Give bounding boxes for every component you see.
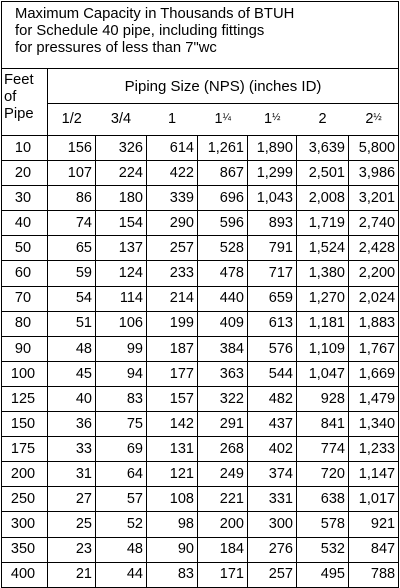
- capacity-cell: 48: [96, 537, 147, 562]
- pipe-size-label: 2: [318, 111, 327, 128]
- feet-header-line: Feet: [4, 72, 34, 88]
- piping-size-header: Piping Size (NPS) (inches ID): [48, 69, 399, 104]
- capacity-cell: 65: [48, 236, 96, 261]
- btuh-capacity-table: [1, 1, 399, 588]
- capacity-cell: 788: [349, 562, 399, 587]
- capacity-cell: 249: [198, 462, 248, 487]
- capacity-cell: 437: [248, 412, 297, 437]
- capacity-cell: 893: [248, 211, 297, 236]
- capacity-cell: 199: [147, 311, 198, 336]
- capacity-cell: 596: [198, 211, 248, 236]
- capacity-cell: 1,767: [349, 336, 399, 361]
- capacity-cell: 1,043: [248, 186, 297, 211]
- capacity-cell: 177: [147, 361, 198, 386]
- capacity-cell: 156: [48, 136, 96, 161]
- capacity-cell: 440: [198, 286, 248, 311]
- capacity-cell: 374: [248, 462, 297, 487]
- capacity-cell: 696: [198, 186, 248, 211]
- capacity-cell: 528: [198, 236, 248, 261]
- capacity-cell: 544: [248, 361, 297, 386]
- capacity-cell: 214: [147, 286, 198, 311]
- capacity-cell: 1,719: [297, 211, 349, 236]
- table-row: [2, 286, 399, 311]
- capacity-cell: 659: [248, 286, 297, 311]
- feet-header-line: Pipe: [4, 106, 34, 122]
- capacity-cell: 1,147: [349, 462, 399, 487]
- capacity-cell: 339: [147, 186, 198, 211]
- table-row: [2, 311, 399, 336]
- capacity-cell: 402: [248, 437, 297, 462]
- capacity-cell: 142: [147, 412, 198, 437]
- capacity-cell: 106: [96, 311, 147, 336]
- capacity-cell: 52: [96, 512, 147, 537]
- capacity-cell: 1,017: [349, 487, 399, 512]
- capacity-cell: 326: [96, 136, 147, 161]
- feet-cell: 90: [2, 336, 48, 361]
- capacity-cell: 1,669: [349, 361, 399, 386]
- capacity-cell: 5,800: [349, 136, 399, 161]
- capacity-cell: 137: [96, 236, 147, 261]
- table-row: [2, 386, 399, 411]
- title-line: for pressures of less than 7"wc: [15, 40, 217, 56]
- capacity-cell: 33: [48, 437, 96, 462]
- capacity-cell: 171: [198, 562, 248, 587]
- capacity-cell: 720: [297, 462, 349, 487]
- capacity-cell: 221: [198, 487, 248, 512]
- capacity-cell: 2,428: [349, 236, 399, 261]
- table-row: [2, 437, 399, 462]
- capacity-cell: 2,740: [349, 211, 399, 236]
- feet-header-line: of: [4, 89, 17, 105]
- capacity-cell: 131: [147, 437, 198, 462]
- feet-cell: 30: [2, 186, 48, 211]
- capacity-cell: 1,233: [349, 437, 399, 462]
- capacity-cell: 1,380: [297, 261, 349, 286]
- capacity-cell: 233: [147, 261, 198, 286]
- capacity-cell: 99: [96, 336, 147, 361]
- capacity-cell: 36: [48, 412, 96, 437]
- capacity-cell: 928: [297, 386, 349, 411]
- pipe-size-label: $1^{\frac{1}{4}}$: [214, 111, 231, 128]
- capacity-cell: 257: [248, 562, 297, 587]
- table-row: [2, 161, 399, 186]
- feet-cell: 400: [2, 562, 48, 587]
- capacity-cell: 614: [147, 136, 198, 161]
- capacity-cell: 3,986: [349, 161, 399, 186]
- capacity-cell: 154: [96, 211, 147, 236]
- capacity-cell: 409: [198, 311, 248, 336]
- feet-cell: 100: [2, 361, 48, 386]
- capacity-cell: 187: [147, 336, 198, 361]
- feet-cell: 250: [2, 487, 48, 512]
- capacity-cell: 921: [349, 512, 399, 537]
- feet-cell: 175: [2, 437, 48, 462]
- feet-cell: 300: [2, 512, 48, 537]
- capacity-cell: 1,261: [198, 136, 248, 161]
- capacity-cell: 75: [96, 412, 147, 437]
- capacity-cell: 613: [248, 311, 297, 336]
- capacity-cell: 322: [198, 386, 248, 411]
- capacity-cell: 200: [198, 512, 248, 537]
- capacity-cell: 157: [147, 386, 198, 411]
- capacity-cell: 1,181: [297, 311, 349, 336]
- capacity-cell: 83: [147, 562, 198, 587]
- capacity-cell: 268: [198, 437, 248, 462]
- capacity-cell: 224: [96, 161, 147, 186]
- capacity-cell: 1,109: [297, 336, 349, 361]
- feet-cell: 125: [2, 386, 48, 411]
- capacity-cell: 290: [147, 211, 198, 236]
- capacity-cell: 1,890: [248, 136, 297, 161]
- capacity-cell: 1,479: [349, 386, 399, 411]
- capacity-cell: 114: [96, 286, 147, 311]
- capacity-cell: 841: [297, 412, 349, 437]
- capacity-cell: 45: [48, 361, 96, 386]
- feet-cell: 40: [2, 211, 48, 236]
- table-row: [2, 186, 399, 211]
- capacity-cell: 124: [96, 261, 147, 286]
- capacity-cell: 180: [96, 186, 147, 211]
- capacity-cell: 791: [248, 236, 297, 261]
- table-row: [2, 361, 399, 386]
- capacity-cell: 57: [96, 487, 147, 512]
- capacity-cell: 495: [297, 562, 349, 587]
- capacity-cell: 867: [198, 161, 248, 186]
- capacity-cell: 107: [48, 161, 96, 186]
- capacity-cell: 108: [147, 487, 198, 512]
- title-line: for Schedule 40 pipe, including fittings: [15, 23, 265, 39]
- pipe-size-label: $2^{\frac{1}{2}}$: [349, 104, 399, 136]
- table-row: [2, 211, 399, 236]
- feet-cell: 70: [2, 286, 48, 311]
- capacity-cell: 422: [147, 161, 198, 186]
- capacity-cell: 847: [349, 537, 399, 562]
- pipe-size-label: 3/4: [110, 111, 132, 128]
- capacity-cell: 532: [297, 537, 349, 562]
- feet-cell: 60: [2, 261, 48, 286]
- table-row: [2, 261, 399, 286]
- capacity-cell: 2,024: [349, 286, 399, 311]
- table-row: [2, 562, 399, 587]
- capacity-cell: 1,524: [297, 236, 349, 261]
- capacity-cell: 1,299: [248, 161, 297, 186]
- capacity-cell: 51: [48, 311, 96, 336]
- capacity-cell: 578: [297, 512, 349, 537]
- table-row: [2, 462, 399, 487]
- capacity-cell: 90: [147, 537, 198, 562]
- capacity-cell: 69: [96, 437, 147, 462]
- table-row: [2, 537, 399, 562]
- table-row: [2, 412, 399, 437]
- capacity-cell: 3,639: [297, 136, 349, 161]
- capacity-cell: 1,883: [349, 311, 399, 336]
- capacity-cell: 2,200: [349, 261, 399, 286]
- capacity-cell: 74: [48, 211, 96, 236]
- capacity-cell: 40: [48, 386, 96, 411]
- capacity-cell: 774: [297, 437, 349, 462]
- capacity-cell: 276: [248, 537, 297, 562]
- capacity-cell: 54: [48, 286, 96, 311]
- table-row: [2, 512, 399, 537]
- capacity-cell: 98: [147, 512, 198, 537]
- capacity-cell: 2,008: [297, 186, 349, 211]
- pipe-size-row: [2, 104, 399, 136]
- capacity-cell: 300: [248, 512, 297, 537]
- capacity-cell: 1,270: [297, 286, 349, 311]
- feet-of-pipe-header: [2, 69, 48, 136]
- pipe-size-label: 1: [167, 111, 177, 128]
- capacity-cell: 291: [198, 412, 248, 437]
- capacity-cell: 44: [96, 562, 147, 587]
- title-line: Maximum Capacity in Thousands of BTUH: [15, 6, 295, 22]
- capacity-cell: 94: [96, 361, 147, 386]
- pipe-size-label: 1/2: [48, 104, 96, 136]
- table-row: [2, 136, 399, 161]
- capacity-cell: 121: [147, 462, 198, 487]
- table-row: [2, 487, 399, 512]
- table-title: [2, 2, 399, 69]
- capacity-cell: 638: [297, 487, 349, 512]
- capacity-cell: 482: [248, 386, 297, 411]
- feet-cell: 80: [2, 311, 48, 336]
- capacity-cell: 31: [48, 462, 96, 487]
- feet-cell: 10: [2, 136, 48, 161]
- capacity-cell: 184: [198, 537, 248, 562]
- feet-cell: 20: [2, 161, 48, 186]
- feet-cell: 200: [2, 462, 48, 487]
- capacity-cell: 48: [48, 336, 96, 361]
- capacity-cell: 576: [248, 336, 297, 361]
- feet-cell: 350: [2, 537, 48, 562]
- capacity-cell: 83: [96, 386, 147, 411]
- capacity-cell: 59: [48, 261, 96, 286]
- capacity-cell: 1,340: [349, 412, 399, 437]
- capacity-cell: 257: [147, 236, 198, 261]
- capacity-cell: 25: [48, 512, 96, 537]
- table-row: [2, 336, 399, 361]
- capacity-cell: 1,047: [297, 361, 349, 386]
- capacity-cell: 717: [248, 261, 297, 286]
- capacity-cell: 363: [198, 361, 248, 386]
- capacity-cell: 478: [198, 261, 248, 286]
- feet-cell: 50: [2, 236, 48, 261]
- capacity-cell: 2,501: [297, 161, 349, 186]
- capacity-cell: 27: [48, 487, 96, 512]
- feet-cell: 150: [2, 412, 48, 437]
- capacity-cell: 86: [48, 186, 96, 211]
- table-row: [2, 236, 399, 261]
- capacity-cell: 21: [48, 562, 96, 587]
- capacity-cell: 64: [96, 462, 147, 487]
- capacity-cell: 23: [48, 537, 96, 562]
- capacity-cell: 384: [198, 336, 248, 361]
- capacity-cell: 331: [248, 487, 297, 512]
- capacity-cell: 3,201: [349, 186, 399, 211]
- pipe-size-label: $1^{\frac{1}{2}}$: [264, 111, 280, 128]
